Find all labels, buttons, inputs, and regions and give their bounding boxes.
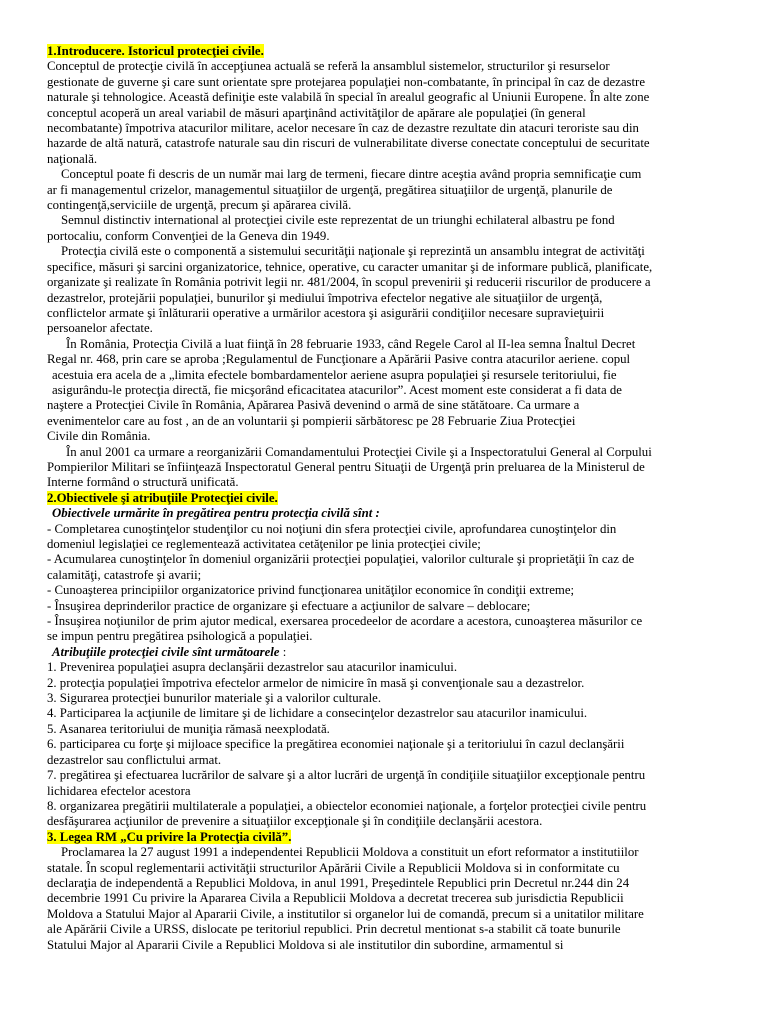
paragraph-line: Protecţia civilă este o componentă a sistemului securităţii naţionale şi reprezintă un ansamblu integrat de activităţi xyxy=(61,244,645,259)
section-2-heading xyxy=(47,491,747,506)
paragraph-line: Civile din România. xyxy=(47,429,151,444)
numbered-item-line: desfăşurarea acţiunilor de prevenire a situaţiilor excepţionale şi în condiţiile declanşării acestora. xyxy=(47,814,543,829)
paragraph-line: Conceptul de protecţie civilă în accepţiunea actuală se referă la ansamblul sistemelor, structurilor şi resurselor xyxy=(47,59,610,74)
paragraph-line: În România, Protecţia Civilă a luat fiinţă în 28 februarie 1933, când Regele Carol al II-lea semna Înaltul Decret xyxy=(66,336,636,351)
intro-paragraph-5 xyxy=(47,337,747,445)
intro-paragraph-3 xyxy=(47,213,747,244)
paragraph-line: portocaliu, conform Convenţiei de la Geneva din 1949. xyxy=(47,228,330,243)
section-2-heading-text: 2.Obiectivele şi atribuţiile Protecţiei civile. xyxy=(47,490,278,505)
paragraph-line: persoanelor afectate. xyxy=(47,321,153,336)
list-item-line: - Însuşirea noţiunilor de prim ajutor medical, exersarea procedeelor de acordare a acestora, cunoaşterea măsurilor ce xyxy=(47,614,643,629)
paragraph-line: decembrie 1991 Cu privire la Apararea Civila a Republicii Moldova a decretat trecerea sub jurisdictia Republicii xyxy=(47,891,624,906)
intro-paragraph-2 xyxy=(47,167,747,213)
paragraph-line: Moldova a Statului Major al Apararii Civile, a institutilor si organelor lui de comandă, precum si a unitatilor militare xyxy=(47,906,644,921)
section-law xyxy=(47,830,747,953)
section-1-heading xyxy=(47,44,747,59)
paragraph-line: asigurându-le protecţia directă, fie micşorând eficacitatea atacurilor”. Acest moment este considerat a fi data de xyxy=(52,382,622,397)
paragraph-line: conflictelor armate şi înlăturarii operative a urmărilor acestora şi asigurării condiţiilor necesare supravieţuirii xyxy=(47,305,605,320)
numbered-item-line: 1. Prevenirea populaţiei asupra declanşării dezastrelor sau atacurilor inamicului. xyxy=(47,660,458,675)
paragraph-line: ale Apărării Civile a URSS, dislocate pe teritoriul republici. Prin decretul mentionat s-a stabilit că toate bunurile xyxy=(47,922,621,937)
section-3-heading-text: 3. Legea RM „Cu privire la Protecţia civilă”. xyxy=(47,829,292,844)
paragraph-line: Pompierilor Militari se înfiinţează Inspectoratul General pentru Situaţii de Urgenţă prin preluarea de la Ministerul de xyxy=(47,459,645,474)
attributions-title-text: Atribuţiile protecţiei civile sînt următoarele xyxy=(52,644,280,659)
paragraph-line: hazarde de altă natură, catastrofe naturale sau din riscuri de vulnerabilitate diverse conectate conceptului de securitate xyxy=(47,136,650,151)
list-item-line: calamităţi, catastrofe şi avarii; xyxy=(47,567,202,582)
paragraph-line: statale. În scopul reglementarii activităţii structurilor Apărării Civile a Republicii Moldova si in conformitate cu xyxy=(47,860,620,875)
intro-paragraph-1 xyxy=(47,59,747,167)
list-item-line: domeniul legislaţiei ce reglementează activitatea cetăţenilor pe linia protecţiei civile; xyxy=(47,537,481,551)
paragraph-line: necombatante) împotriva atacurilor militare, acelor necesare în caz de dezastre rezultate din atacuri teroriste sau din xyxy=(47,121,639,136)
list-item-line: se impun pentru pregătirea psihologică a populaţiei. xyxy=(47,629,313,644)
paragraph-line: Conceptul poate fi descris de un număr mai larg de termeni, fiecare dintre aceştia având propria semnificaţie cum xyxy=(61,167,642,182)
paragraph-line: Statului Major al Apararii Civile a Republici Moldova si ale institutilor din subordine, armamentul si xyxy=(47,937,564,952)
paragraph-line: Semnul distinctiv international al protecţiei civile este reprezentat de un triunghi echilateral albastru pe fond xyxy=(61,213,615,228)
numbered-item-line: 4. Participarea la acţiunile de limitare şi de lichidare a consecinţelor dezastrelor sau atacurilor inamicului. xyxy=(47,706,588,721)
numbered-item-line: 2. protecţia populaţiei împotriva efectelor armelor de nimicire în masă şi convenţionale sau a dezastrelor. xyxy=(47,675,585,690)
list-item-line: - Completarea cunoştinţelor studenţilor cu noi noţiuni din sfera protecţiei civile, aprofundarea cunoştinţelor din xyxy=(47,521,617,536)
law-paragraph-1 xyxy=(47,845,747,953)
numbered-item-line: 8. organizarea pregătirii multilaterale a populaţiei, a obiectelor economiei naţionale, a forţelor protecţiei civile pentru xyxy=(47,798,647,813)
paragraph-line: gestionate de guverne şi care sunt orientate spre protejarea populaţiei non-combatante, în principal în caz de dezastre xyxy=(47,74,645,89)
paragraph-line: ar fi managementul crizelor, managementul situaţiilor de urgenţă, pregătirea situaţiilor de urgenţă, planurile de xyxy=(47,182,613,197)
paragraph-line: specifice, măsuri şi sarcini organizatorice, tehnice, operative, cu caracter umanitar şi de informare publică, planificate, xyxy=(47,259,653,274)
paragraph-line: naţională. xyxy=(47,151,98,166)
intro-paragraph-4 xyxy=(47,244,747,336)
paragraph-line: evenimentelor care au fost , an de an voluntarii şi pompierii sărbătoresc pe 28 Februarie Ziua Protecţiei xyxy=(47,413,576,428)
numbered-item-line: 6. participarea cu forţe şi mijloace specifice la pregătirea economiei naţionale şi a teritoriului în cazul declanşării xyxy=(47,737,625,752)
numbered-item-line: 5. Asanarea teritoriului de muniţia rămasă neexplodată. xyxy=(47,721,330,736)
paragraph-line: contingenţă,serviciile de urgenţă, precum şi apărarea civilă. xyxy=(47,198,352,213)
list-item-line: - Cunoaşterea principiilor organizatorice privind funcţionarea unităţilor economice în condiţii extreme; xyxy=(47,583,575,598)
attributions-title xyxy=(47,645,747,660)
attributions-title-suffix: : xyxy=(279,644,287,659)
section-1-heading-text: 1.Introducere. Istoricul protecţiei civile. xyxy=(47,44,264,58)
paragraph-line: naştere a Protecţiei Civile în România, Apărarea Pasivă devenind o armă de sine stătătoare. Ca urmare a xyxy=(47,398,580,413)
paragraph-line: naturale şi tehnologice. Această definiţie este valabilă în special în arealul geografic al Uniunii Europene. În alte zone xyxy=(47,90,650,105)
paragraph-line: declaraţia de independentă a Republici Moldova, in anul 1991, Preşedintele Republici prin Decretul nr.244 din 24 xyxy=(47,875,630,890)
section-introduction xyxy=(47,44,747,491)
numbered-item-line: 7. pregătirea şi efectuarea lucrărilor de salvare şi a altor lucrări de urgenţă în condiţiile situaţiilor excepţionale pentru xyxy=(47,768,646,783)
section-3-heading xyxy=(47,830,747,845)
document-page xyxy=(47,44,747,953)
paragraph-line: conceptul acoperă un areal variabil de măsuri aparţinând activităţilor de apărare ale populaţiei (în general xyxy=(47,105,586,120)
paragraph-line: acestuia era acela de a „limita efectele bombardamentelor aeriene asupra populaţiei şi resursele teritoriului, fie xyxy=(52,367,617,382)
paragraph-line: dezastrelor, protejării populaţiei, bunurilor şi mediului împotriva efectelor negative ale situaţiilor de urgenţă, xyxy=(47,290,603,305)
paragraph-line: Regal nr. 468, prin care se aproba ;Regulamentul de Funcţionare a Apărării Pasive contra atacurilor aeriene. copul xyxy=(47,352,631,367)
numbered-item-line: 3. Sigurarea protecţiei bunurilor materiale şi a valorilor culturale. xyxy=(47,691,382,706)
list-item-line: - Însuşirea deprinderilor practice de organizare şi efectuare a acţiunilor de salvare – deblocare; xyxy=(47,598,531,613)
intro-paragraph-6 xyxy=(47,445,747,491)
paragraph-line: Interne formând o structură unificată. xyxy=(47,475,239,490)
numbered-item-line: lichidarea efectelor acestora xyxy=(47,783,191,798)
paragraph-line: Proclamarea la 27 august 1991 a independentei Republicii Moldova a constituit un efort reformator a institutiilor xyxy=(61,845,639,860)
numbered-item-line: dezastrelor sau conflictului armat. xyxy=(47,752,222,767)
objectives-title: Obiectivele urmărite în pregătirea pentru protecţia civilă sînt : xyxy=(52,506,380,521)
paragraph-line: organizate şi realizate în România potrivit legii nr. 481/2004, în scopul prevenirii şi reducerii riscurilor de producere a xyxy=(47,275,651,290)
paragraph-line: În anul 2001 ca urmare a reorganizării Comandamentului Protecţiei Civile şi a Inspectoratului General al Corpului xyxy=(66,444,652,459)
objectives-list xyxy=(47,522,747,645)
section-objectives xyxy=(47,491,747,830)
list-item-line: - Acumularea cunoştinţelor în domeniul organizării protecţiei populaţiei, valorilor culturale şi proprietăţii în caz de xyxy=(47,552,635,567)
attributions-list xyxy=(47,660,747,829)
